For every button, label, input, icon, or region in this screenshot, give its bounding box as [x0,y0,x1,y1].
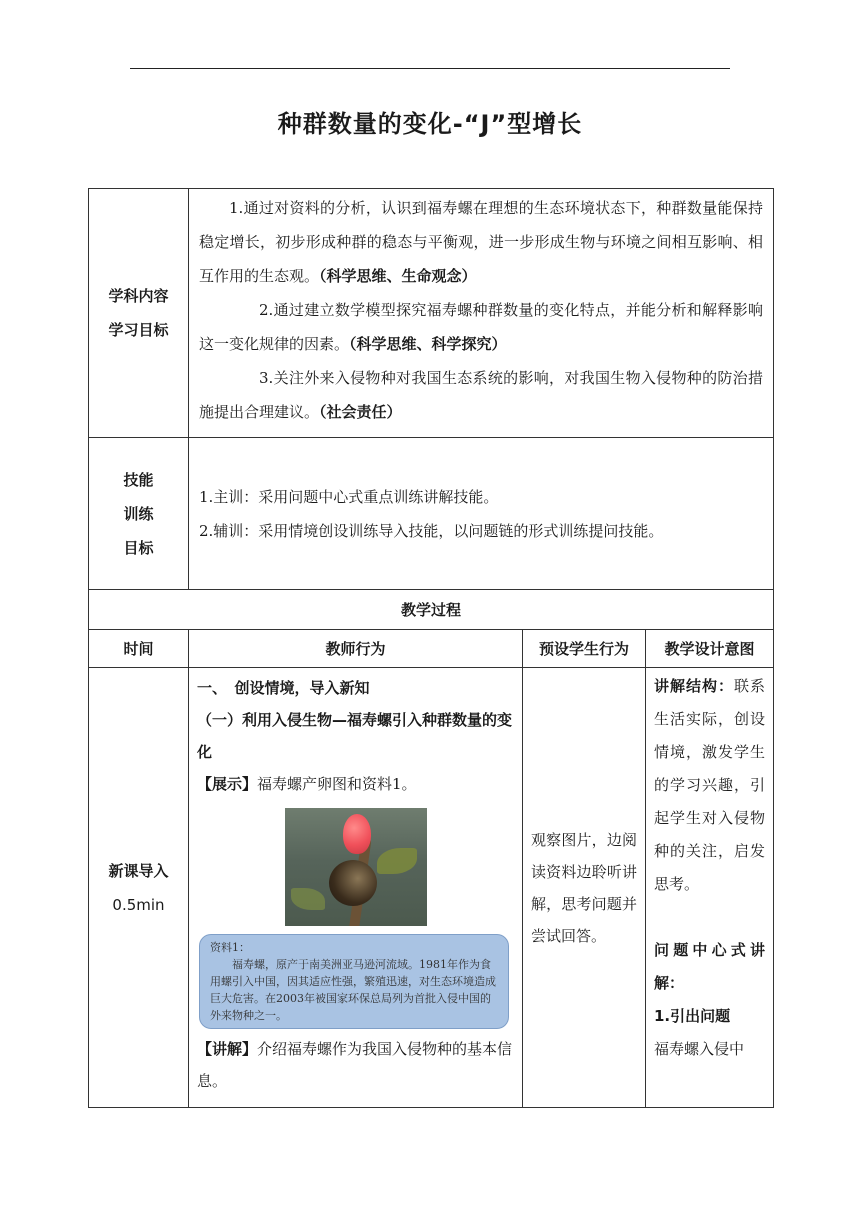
page-title: 种群数量的变化-“J”型增长 [277,110,583,138]
intent-spacer [654,901,765,934]
time-cell [89,668,189,1108]
material-body: 福寿螺，原产于南美洲亚马逊河流域。1981年作为食用螺引入中国，因其适应性强，繁殖迅速，对生态环境造成巨大危害。在2003年被国家环保总局列为首批入侵中国的外来物种之一。 [210,958,496,1022]
skill-item: 2.辅训：采用情境创设训练导入技能，以问题链的形式训练提问技能。 [199,521,664,540]
process-heading-row [89,590,774,630]
col-header-time: 时间 [89,630,189,668]
show-text: 福寿螺产卵图和资料1。 [257,775,417,793]
intent-para-1 [654,670,765,901]
goal-item [199,191,763,293]
time-stage: 新课导入 [108,861,169,880]
leaf-shape [377,848,417,874]
skills-label [89,438,189,590]
header-rule [130,68,730,69]
intent-head-2: 问题中心式讲解： [654,941,765,992]
leaf-shape [291,888,325,910]
explain-tag: 【讲解】 [197,1040,258,1058]
show-line [197,768,514,800]
explain-text: 介绍福寿螺作为我国入侵物种的基本信息。 [197,1040,513,1090]
process-header-row [89,630,774,668]
egg-cluster-shape [343,814,371,854]
col-header-student: 预设学生行为 [523,630,646,668]
goal-tag: （科学思维、科学探究） [349,335,507,353]
intent-item-1: 1.引出问题 [654,1007,731,1025]
goals-content [189,189,774,438]
skills-label-line3: 目标 [123,538,154,557]
goal-tag: （科学思维、生命观念） [319,267,477,285]
col-header-intent: 教学设计意图 [646,630,774,668]
skills-content [189,438,774,590]
goal-text: 1.通过对资料的分析，认识到福寿螺在理想的生态环境状态下，种群数量能保持稳定增长，初步形成种群的稳态与平衡观，进一步形成生物与环境之间相互影响、相互作用的生态观。 [199,199,763,285]
goal-text: 2.通过建立数学模型探究福寿螺种群数量的变化特点，并能分析和解释影响这一变化规律的因素。 [199,301,763,353]
intent-text-1: 联系生活实际，创设情境，激发学生的学习兴趣，引起学生对入侵物种的关注，启发思考。 [654,677,765,893]
material-box [199,934,509,1029]
goals-label [89,189,189,438]
apple-snail-photo [285,808,427,926]
time-duration: 0.5min [112,895,165,914]
intent-head-1: 讲解结构： [654,677,734,695]
process-row [89,668,774,1108]
material-title: 资料1： [210,941,250,954]
goal-item [199,361,763,429]
student-cell: 观察图片，边阅读资料边聆听讲解，思考问题并尝试回答。 [523,668,646,1108]
goals-label-line2: 学习目标 [108,321,169,339]
goals-row [89,189,774,438]
skills-row [89,438,774,590]
snail-shell-shape [329,860,377,906]
explain-line [197,1033,514,1097]
section-heading: 一、 创设情境，导入新知 [197,679,370,697]
show-tag: 【展示】 [197,775,258,793]
skills-label-line1: 技能 [123,470,154,489]
col-header-teacher: 教师行为 [189,630,523,668]
intent-cell [646,668,774,1108]
lesson-plan-table [88,188,774,1108]
intent-item-1-text: 福寿螺入侵中 [654,1040,745,1058]
skills-label-line2: 训练 [123,504,154,523]
skill-item: 1.主训：采用问题中心式重点训练讲解技能。 [199,487,499,506]
process-heading: 教学过程 [89,590,774,630]
goals-label-line1: 学科内容 [108,287,169,305]
teacher-cell [189,668,523,1108]
goal-tag: （社会责任） [319,403,402,421]
goal-text: 3.关注外来入侵物种对我国生态系统的影响，对我国生物入侵物种的防治措施提出合理建议。 [199,369,763,421]
goal-item [199,293,763,361]
subsection-heading: （一）利用入侵生物—福寿螺引入种群数量的变化 [197,711,513,761]
